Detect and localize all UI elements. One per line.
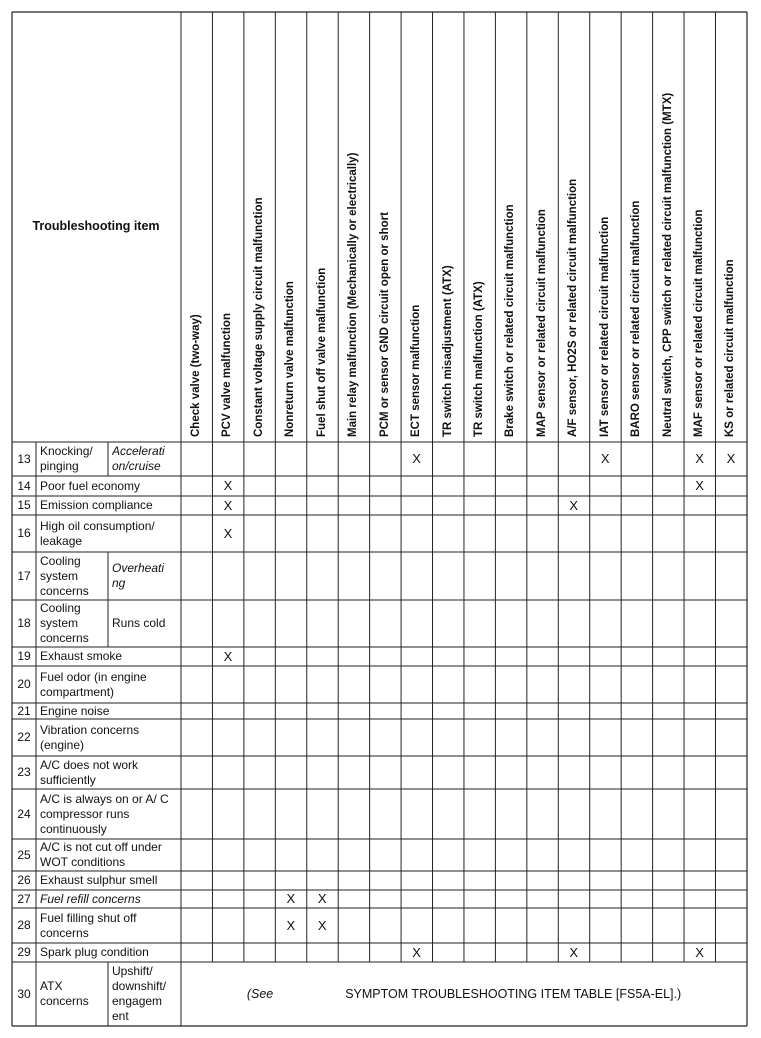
row-number: 15 (17, 498, 31, 512)
troubleshooting-item-label: A/C does not work sufficiently (40, 757, 139, 787)
row-number: 26 (17, 873, 31, 887)
troubleshooting-item-label: Cooling system concerns (40, 553, 89, 598)
troubleshooting-item-label: Fuel refill concerns (40, 891, 141, 906)
troubleshooting-item-label: High oil consumption/ leakage (40, 518, 155, 548)
troubleshooting-sub-item (112, 552, 178, 600)
troubleshooting-item (40, 703, 177, 719)
troubleshooting-item-label: Poor fuel economy (40, 478, 141, 493)
column-header: TR switch misadjustment (ATX) (441, 265, 454, 437)
symptom-mark: X (695, 451, 704, 466)
row-number: 14 (17, 478, 31, 493)
troubleshooting-item-label: A/C is not cut off under WOT conditions (40, 840, 162, 869)
row-number: 21 (17, 703, 31, 718)
troubleshooting-sub-item-label: Upshift/ downshift/ engagem ent (112, 964, 167, 1023)
troubleshooting-item (40, 442, 104, 476)
troubleshooting-item (40, 756, 177, 789)
row-number: 13 (17, 451, 31, 466)
row-number: 20 (17, 677, 31, 691)
troubleshooting-item-label: Exhaust sulphur smell (40, 873, 158, 887)
symptom-mark: X (223, 648, 233, 664)
troubleshooting-item-label: Knocking/ pinging (40, 444, 93, 473)
troubleshooting-item-label: Cooling system concerns (40, 601, 89, 645)
row-number: 24 (17, 806, 31, 821)
troubleshooting-sub-item (112, 442, 178, 476)
row-number: 25 (17, 847, 31, 862)
troubleshooting-item-header: Troubleshooting item (32, 219, 160, 233)
symptom-mark: X (695, 478, 704, 493)
troubleshooting-item (40, 515, 177, 552)
troubleshooting-sub-item-label: Accelerati on/cruise (112, 444, 165, 473)
row-number: 27 (17, 891, 31, 906)
troubleshooting-item (40, 719, 177, 756)
column-header: Main relay malfunction (Mechanically or electrically) (347, 152, 360, 437)
symptom-mark: X (223, 497, 233, 513)
troubleshooting-item-label: ATX concerns (40, 979, 89, 1008)
troubleshooting-item-label: Exhaust smoke (40, 649, 123, 663)
row-number: 19 (17, 649, 31, 663)
column-header: BARO sensor or related circuit malfunction (630, 200, 643, 437)
symptom-mark: X (569, 944, 579, 960)
troubleshooting-item (40, 600, 104, 647)
column-header: KS or related circuit malfunction (724, 259, 737, 437)
symptom-mark: X (412, 451, 421, 466)
column-header: MAF sensor or related circuit malfunction (693, 209, 706, 437)
column-header: Nonreturn valve malfunction (284, 281, 297, 437)
column-header: TR switch malfunction (ATX) (472, 281, 485, 437)
symptom-mark: X (317, 917, 327, 933)
row-number: 22 (17, 730, 31, 744)
troubleshooting-item (40, 647, 177, 666)
column-header: Brake switch or related circuit malfunction (504, 204, 517, 437)
troubleshooting-sub-item (112, 600, 178, 647)
column-header: Constant voltage supply circuit malfunction (252, 197, 265, 437)
troubleshooting-item (40, 552, 104, 600)
troubleshooting-item (40, 666, 177, 703)
row-number: 18 (17, 616, 31, 630)
symptom-mark: X (412, 944, 421, 960)
troubleshooting-item (40, 839, 177, 871)
column-header: Neutral switch, CPP switch or related circuit malfunction (MTX) (661, 92, 674, 437)
column-header: PCV valve malfunction (221, 313, 234, 437)
troubleshooting-item-label: Fuel odor (in engine compartment) (40, 669, 147, 699)
row-number: 28 (17, 918, 31, 932)
symptom-mark: X (286, 891, 296, 906)
troubleshooting-item (40, 890, 177, 908)
see-reference-text: SYMPTOM TROUBLESHOOTING ITEM TABLE [FS5A-EL].) (345, 987, 682, 1001)
row-number: 23 (17, 765, 31, 779)
symptom-mark: X (286, 917, 296, 933)
symptom-mark: X (317, 891, 327, 906)
troubleshooting-item-label: Engine noise (40, 703, 110, 718)
troubleshooting-item-label: A/C is always on or A/ C compressor runs continuously (40, 791, 169, 836)
troubleshooting-item-label: Emission compliance (40, 498, 153, 512)
symptom-mark: X (223, 478, 233, 493)
troubleshooting-item-label: Spark plug condition (40, 945, 149, 959)
column-header: PCM or sensor GND circuit open or short (378, 212, 391, 437)
symptom-mark: X (695, 944, 704, 960)
troubleshooting-item (40, 789, 177, 839)
row-number: 16 (17, 526, 31, 540)
row-number: 30 (17, 986, 31, 1001)
symptom-mark: X (726, 451, 736, 466)
symptom-mark: X (600, 451, 610, 466)
row-number: 17 (17, 568, 31, 583)
troubleshooting-item (40, 871, 177, 890)
troubleshooting-sub-item (112, 962, 178, 1026)
troubleshooting-item (40, 476, 177, 496)
troubleshooting-sub-item-label: Overheati ng (112, 561, 165, 590)
troubleshooting-sub-item-label: Runs cold (112, 616, 166, 630)
troubleshooting-item (40, 908, 177, 943)
troubleshooting-item (40, 496, 177, 515)
see-reference-note (181, 962, 747, 1026)
troubleshooting-item (40, 962, 104, 1026)
column-header: ECT sensor malfunction (410, 304, 423, 437)
column-header: Fuel shut off valve malfunction (315, 267, 328, 437)
troubleshooting-item-label: Vibration concerns (engine) (40, 722, 140, 752)
column-header: MAP sensor or related circuit malfunction (535, 209, 548, 437)
troubleshooting-item (40, 943, 177, 962)
column-header: A/F sensor, HO2S or related circuit malfunction (567, 178, 580, 437)
row-number: 29 (17, 945, 31, 959)
troubleshooting-item-label: Fuel filling shut off concerns (40, 910, 137, 940)
symptom-mark: X (569, 497, 579, 513)
column-header: IAT sensor or related circuit malfunction (598, 216, 611, 437)
column-header: Check valve (two-way) (190, 314, 202, 437)
symptom-mark: X (223, 525, 233, 541)
see-prefix: (See (246, 987, 274, 1001)
